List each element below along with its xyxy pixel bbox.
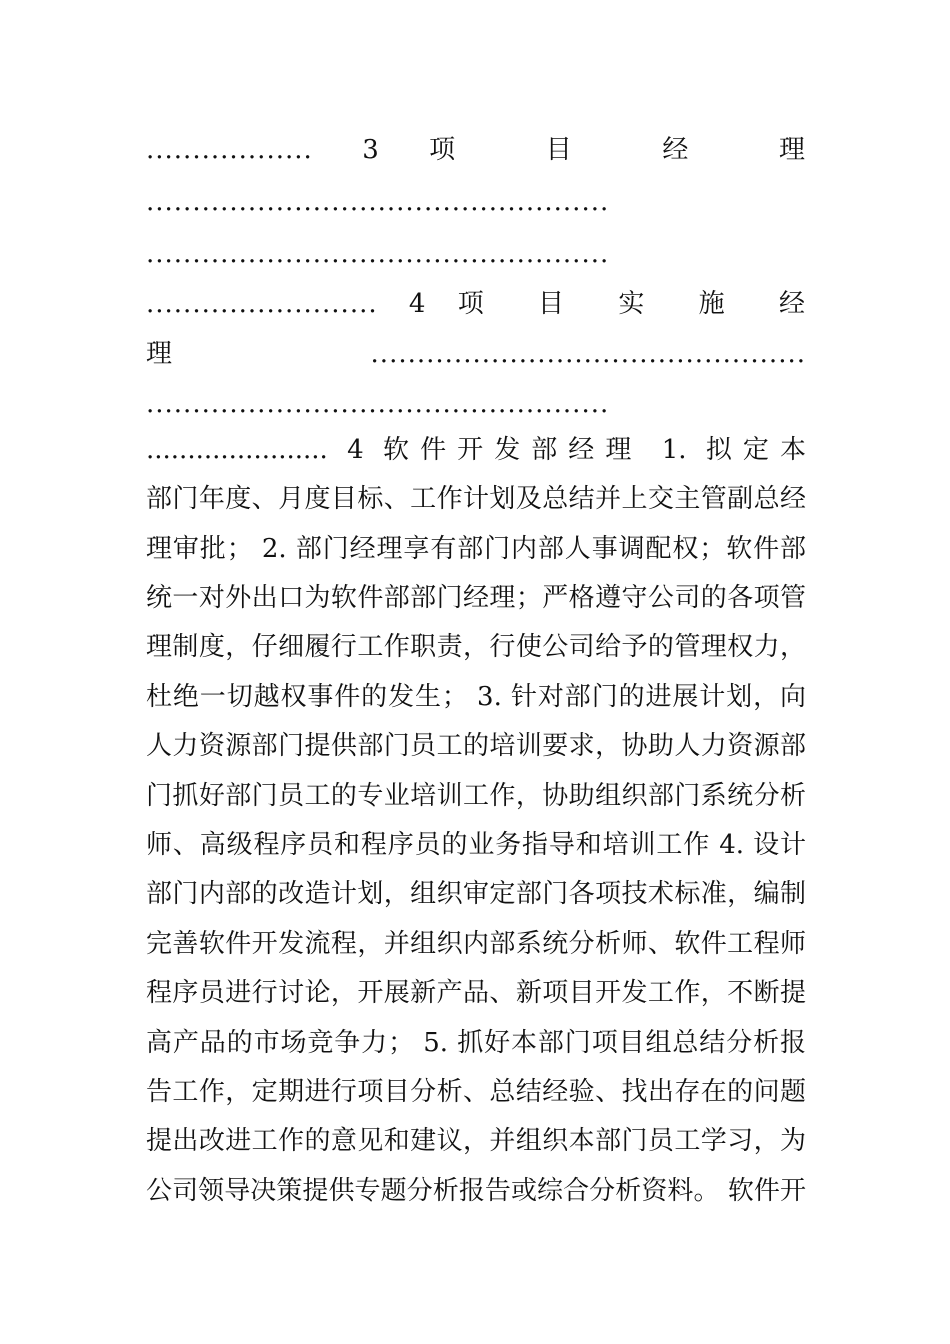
- toc-line: ..................................................: [146, 389, 610, 419]
- body-text-line: 门抓好部门员工的专业培训工作，协助组织部门系统分析: [146, 781, 806, 811]
- body-text-line: 部门内部的改造计划，组织审定部门各项技术标准，编制: [146, 879, 806, 909]
- body-text-line: 师、高级程序员和程序员的业务指导和培训工作 4. 设计: [146, 830, 806, 860]
- toc-line: ..................................................: [146, 187, 610, 217]
- body-text-line: 理审批； 2. 部门经理享有部门内部人事调配权；软件部: [146, 534, 806, 564]
- body-text-line: 公司领导决策提供专题分析报告或综合分析资料。 软件开: [146, 1176, 806, 1206]
- toc-line: .................. 3 项 目 经 理: [146, 135, 806, 165]
- body-text-line: 完善软件开发流程，并组织内部系统分析师、软件工程师: [146, 929, 806, 959]
- toc-line: ......................... 4 项 目 实 施 经: [146, 289, 806, 319]
- body-text-line: 告工作，定期进行项目分析、总结经验、找出存在的问题: [146, 1077, 806, 1107]
- body-text-line: 理制度，仔细履行工作职责，行使公司给予的管理权力，: [146, 632, 806, 662]
- toc-line: ..................................................: [146, 239, 610, 269]
- body-text-line: 统一对外出口为软件部部门经理；严格遵守公司的各项管: [146, 583, 806, 613]
- body-text-line: 人力资源部门提供部门员工的培训要求，协助人力资源部: [146, 731, 806, 761]
- toc-line: 理 ...............................................: [146, 339, 806, 369]
- body-text-line: 程序员进行讨论，开展新产品、新项目开发工作，不断提: [146, 978, 806, 1008]
- body-text-line: 高产品的市场竞争力； 5. 抓好本部门项目组总结分析报: [146, 1028, 806, 1058]
- body-text-line: 杜绝一切越权事件的发生； 3. 针对部门的进展计划，向: [146, 682, 806, 712]
- body-text-line: 部门年度、月度目标、工作计划及总结并上交主管副总经: [146, 484, 806, 514]
- toc-line: ...................... 4 软件开发部经理 1. 拟定本: [146, 435, 806, 465]
- body-text-line: 提出改进工作的意见和建议，并组织本部门员工学习，为: [146, 1126, 806, 1156]
